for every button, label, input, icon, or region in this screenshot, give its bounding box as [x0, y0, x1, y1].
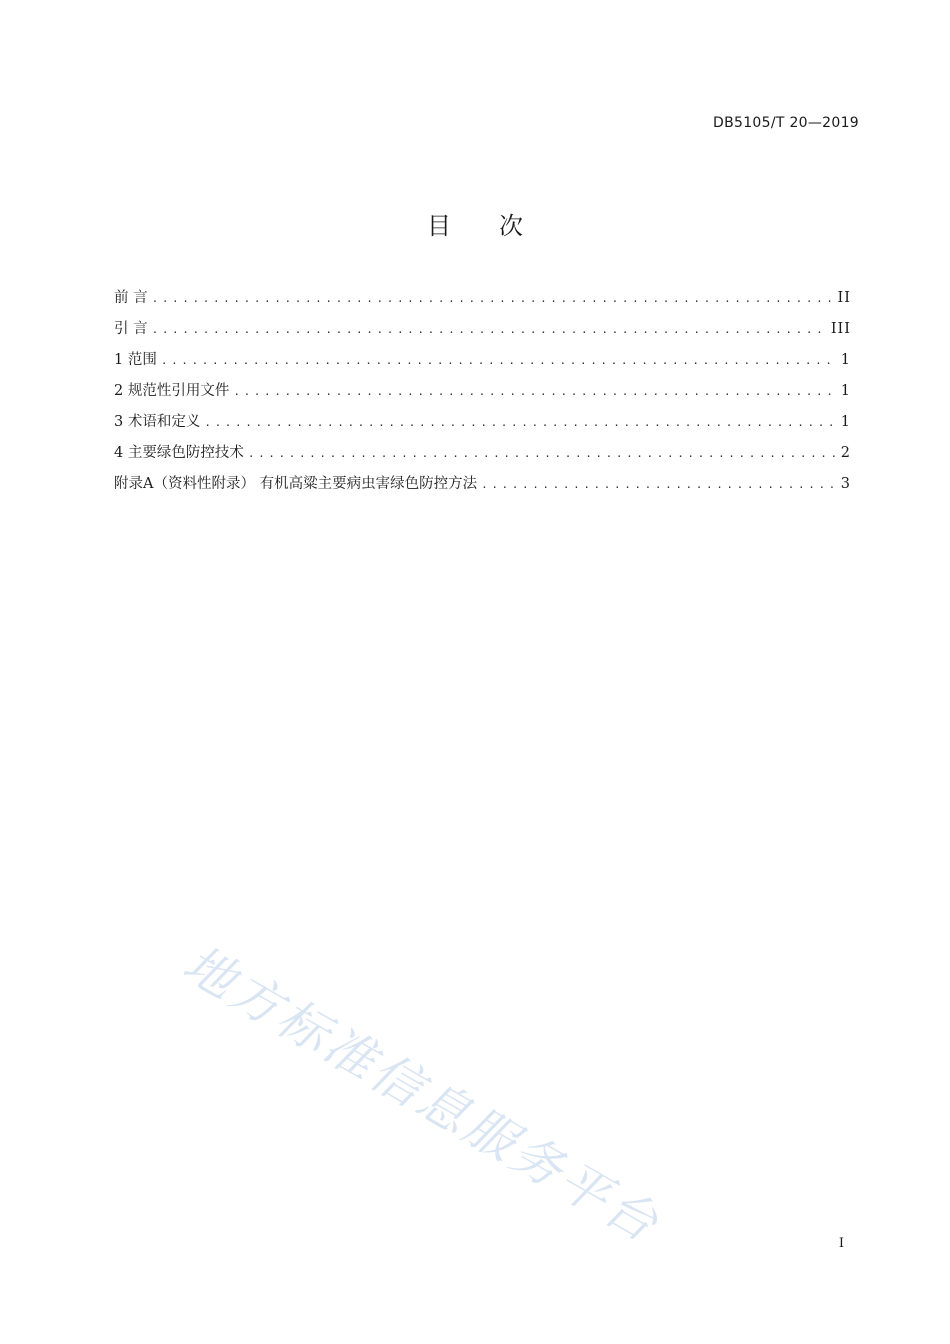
toc-dot-leader	[481, 474, 835, 496]
toc-entry-introduction[interactable]	[114, 318, 851, 349]
toc-entry-page: 1	[840, 352, 851, 368]
toc-dot-leader	[152, 319, 825, 341]
watermark: 地方标准信息服务平台	[173, 934, 671, 1255]
toc-entry-appendix-a[interactable]	[114, 473, 851, 504]
toc-entry-normative-references[interactable]	[114, 380, 851, 411]
toc-entry-foreword[interactable]	[114, 287, 851, 318]
toc-entry-scope[interactable]	[114, 349, 851, 380]
standard-code: DB5105/T 20—2019	[713, 115, 859, 131]
toc-dot-leader	[233, 381, 834, 403]
toc-entry-page: 1	[840, 383, 851, 399]
toc-entry-label: 3 术语和定义	[114, 414, 201, 430]
toc-entry-label: 2 规范性引用文件	[114, 383, 230, 399]
toc-dot-leader	[161, 350, 835, 372]
toc-entry-terms-definitions[interactable]	[114, 411, 851, 442]
toc-entry-label: 4 主要绿色防控技术	[114, 445, 244, 461]
toc-dot-leader	[152, 288, 832, 310]
toc-entry-page: 3	[840, 476, 851, 492]
toc-entry-label: 前 言	[114, 290, 148, 306]
toc-entry-label: 引 言	[114, 321, 148, 337]
page-title: 目次	[427, 212, 571, 240]
toc-entry-page: III	[830, 321, 851, 337]
toc-entry-page: II	[837, 290, 851, 306]
toc-entry-label: 1 范围	[114, 352, 157, 368]
page-number: I	[838, 1236, 844, 1251]
toc-entry-page: 1	[840, 414, 851, 430]
toc-entry-label: 附录A（资料性附录） 有机高粱主要病虫害绿色防控方法	[114, 476, 478, 492]
table-of-contents	[114, 287, 851, 504]
toc-dot-leader	[204, 412, 834, 434]
toc-entry-green-control-techniques[interactable]	[114, 442, 851, 473]
toc-entry-page: 2	[840, 445, 851, 461]
toc-dot-leader	[248, 443, 835, 465]
